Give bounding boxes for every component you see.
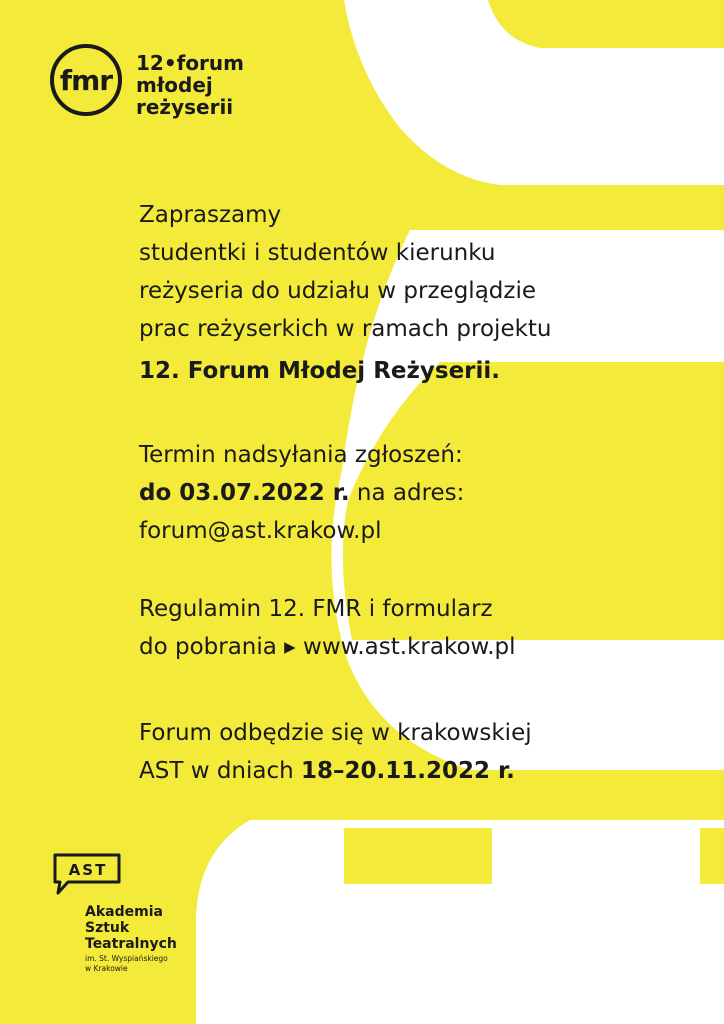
fmr-logo-line-1: 12•forum [136, 51, 244, 75]
ast-subtitle-line-2: w Krakowie [85, 964, 128, 973]
invitation-line-4: prac reżyserkich w ramach projektu [139, 316, 552, 342]
submission-email[interactable]: forum@ast.krakow.pl [139, 518, 382, 544]
invitation-line-3: reżyseria do udziału w przeglądzie [139, 278, 537, 304]
fmr-logo-line-3: reżyserii [136, 95, 234, 119]
ast-logo-mark: AST [68, 861, 108, 879]
deadline-block [139, 436, 464, 550]
fmr-logo-mark: fmr [50, 44, 122, 116]
rules-download-prefix: do pobrania ▸ [139, 634, 304, 660]
rules-line-1: Regulamin 12. FMR i formularz [139, 596, 493, 622]
event-line-2 [139, 752, 532, 790]
project-name: 12. Forum Młodej Reżyserii. [139, 358, 501, 384]
ast-logo-sign [52, 852, 122, 896]
ast-name-line-3: Teatralnych [85, 936, 177, 952]
event-dates: 18–20.11.2022 r. [301, 758, 515, 784]
event-line-1: Forum odbędzie się w krakowskiej [139, 720, 532, 746]
deadline-label: Termin nadsyłania zgłoszeń: [139, 442, 463, 468]
event-block [139, 714, 532, 790]
ast-name-line-1: Akademia [85, 904, 163, 920]
invitation-line-1: Zapraszamy [139, 202, 282, 228]
ast-name-line-2: Sztuk [85, 920, 130, 936]
invitation-line-2: studentki i studentów kierunku [139, 240, 496, 266]
rules-line-2 [139, 628, 516, 666]
rules-block [139, 590, 516, 666]
fmr-logo-line-2: młodej [136, 73, 213, 97]
deadline-line [139, 474, 464, 512]
event-line-2-prefix: AST w dniach [139, 758, 302, 784]
fmr-logo-text [136, 52, 244, 118]
deadline-date: do 03.07.2022 r. [139, 480, 350, 506]
ast-name [85, 904, 177, 952]
ast-subtitle-line-1: im. St. Wyspiańskiego [85, 954, 168, 963]
ast-subtitle [85, 954, 168, 974]
rules-url[interactable]: www.ast.krakow.pl [303, 634, 516, 660]
invitation-block [139, 196, 552, 390]
deadline-suffix: na adres: [349, 480, 465, 506]
